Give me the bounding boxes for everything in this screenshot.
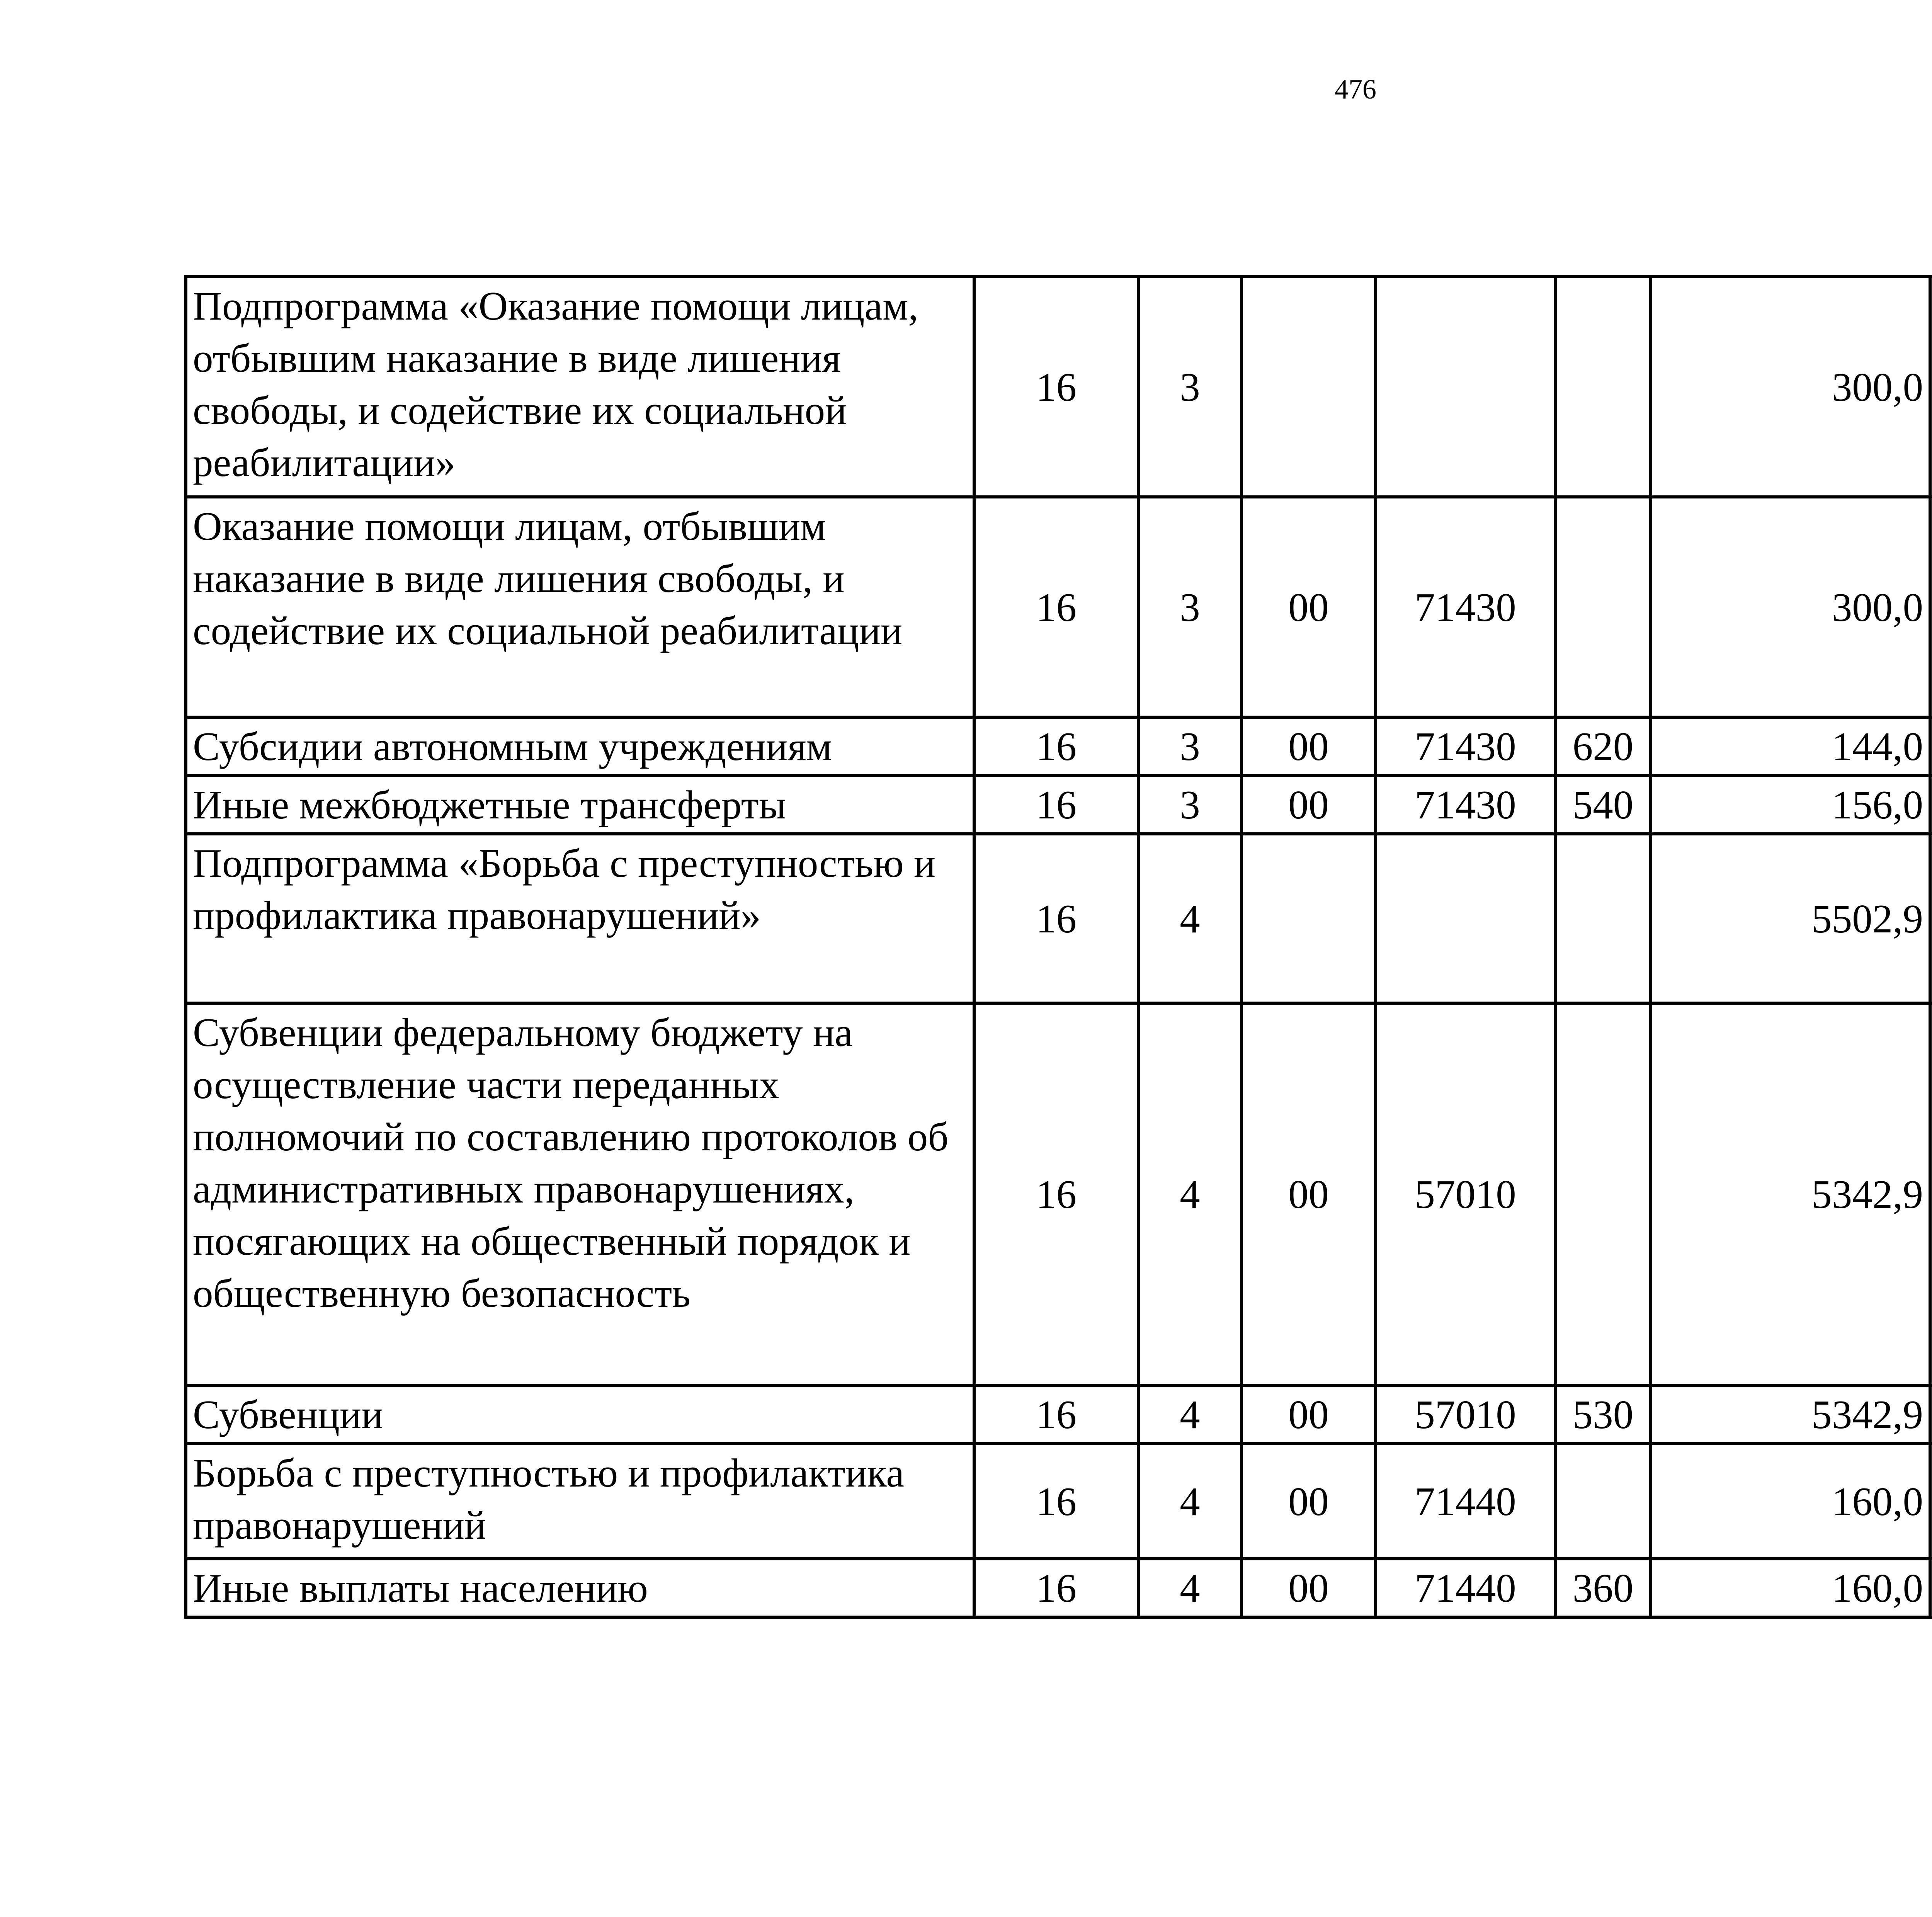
row-name: Подпрограмма «Борьба с преступностью и профилактика правонарушений» — [186, 834, 974, 1003]
table-row — [186, 834, 1932, 1003]
code-cell: 16 — [974, 1559, 1138, 1617]
code-cell: 16 — [974, 776, 1138, 834]
row-name: Борьба с преступностью и профилактика правонарушений — [186, 1444, 974, 1559]
code-cell: 3 — [1138, 717, 1242, 776]
code-cell: 4 — [1138, 1003, 1242, 1385]
code-cell: 71440 — [1376, 1444, 1555, 1559]
code-cell: 16 — [974, 834, 1138, 1003]
table-row — [186, 717, 1932, 776]
code-cell: 00 — [1242, 497, 1376, 717]
code-cell — [1555, 1003, 1651, 1385]
table-row — [186, 1003, 1932, 1385]
code-cell — [1376, 277, 1555, 497]
row-name: Подпрограмма «Оказание помощи лицам, отбывшим наказание в виде лишения свободы, и содействие их социальной реабилитации» — [186, 277, 974, 497]
code-cell: 4 — [1138, 834, 1242, 1003]
amount-cell: 5502,9 — [1651, 834, 1930, 1003]
code-cell: 620 — [1555, 717, 1651, 776]
budget-table — [184, 275, 1932, 1619]
amount-cell: 160,0 — [1651, 1559, 1930, 1617]
code-cell — [1555, 1444, 1651, 1559]
row-name: Субвенции федеральному бюджету на осуществление части переданных полномочий по составлению протоколов об административных правонарушениях, посягающих на общественный порядок и общественную безопасность — [186, 1003, 974, 1385]
table-row — [186, 1385, 1932, 1444]
code-cell: 00 — [1242, 1385, 1376, 1444]
table-row — [186, 277, 1932, 497]
code-cell: 4 — [1138, 1559, 1242, 1617]
amount-cell — [1930, 497, 1932, 717]
row-name: Иные выплаты населению — [186, 1559, 974, 1617]
amount-cell — [1930, 277, 1932, 497]
amount-cell — [1930, 834, 1932, 1003]
code-cell: 16 — [974, 1003, 1138, 1385]
page-number: 476 — [1335, 74, 1376, 105]
row-name: Иные межбюджетные трансферты — [186, 776, 974, 834]
code-cell — [1376, 834, 1555, 1003]
code-cell: 71430 — [1376, 776, 1555, 834]
amount-cell — [1930, 1444, 1932, 1559]
code-cell — [1242, 277, 1376, 497]
code-cell: 00 — [1242, 1444, 1376, 1559]
table-row — [186, 497, 1932, 717]
code-cell: 3 — [1138, 277, 1242, 497]
code-cell: 16 — [974, 497, 1138, 717]
table-row — [186, 1444, 1932, 1559]
code-cell: 360 — [1555, 1559, 1651, 1617]
code-cell: 57010 — [1376, 1385, 1555, 1444]
code-cell — [1242, 834, 1376, 1003]
code-cell: 00 — [1242, 1559, 1376, 1617]
code-cell: 71440 — [1376, 1559, 1555, 1617]
amount-cell: 300,0 — [1651, 277, 1930, 497]
row-name: Субсидии автономным учреждениям — [186, 717, 974, 776]
code-cell: 4 — [1138, 1444, 1242, 1559]
code-cell — [1555, 497, 1651, 717]
code-cell: 00 — [1242, 776, 1376, 834]
code-cell: 16 — [974, 277, 1138, 497]
code-cell: 71430 — [1376, 497, 1555, 717]
amount-cell — [1930, 717, 1932, 776]
code-cell: 00 — [1242, 717, 1376, 776]
code-cell: 540 — [1555, 776, 1651, 834]
table-row — [186, 1559, 1932, 1617]
code-cell: 3 — [1138, 776, 1242, 834]
amount-cell: 5342,9 — [1651, 1385, 1930, 1444]
code-cell: 16 — [974, 717, 1138, 776]
code-cell: 16 — [974, 1385, 1138, 1444]
table-row — [186, 776, 1932, 834]
amount-cell — [1930, 1559, 1932, 1617]
code-cell: 57010 — [1376, 1003, 1555, 1385]
amount-cell — [1930, 1385, 1932, 1444]
code-cell: 3 — [1138, 497, 1242, 717]
amount-cell: 5342,9 — [1651, 1003, 1930, 1385]
amount-cell: 156,0 — [1651, 776, 1930, 834]
code-cell: 71430 — [1376, 717, 1555, 776]
code-cell: 00 — [1242, 1003, 1376, 1385]
row-name: Субвенции — [186, 1385, 974, 1444]
amount-cell — [1930, 776, 1932, 834]
amount-cell: 160,0 — [1651, 1444, 1930, 1559]
code-cell — [1555, 834, 1651, 1003]
code-cell: 4 — [1138, 1385, 1242, 1444]
code-cell — [1555, 277, 1651, 497]
code-cell: 530 — [1555, 1385, 1651, 1444]
amount-cell: 300,0 — [1651, 497, 1930, 717]
amount-cell: 144,0 — [1651, 717, 1930, 776]
code-cell: 16 — [974, 1444, 1138, 1559]
row-name: Оказание помощи лицам, отбывшим наказание в виде лишения свободы, и содействие их социальной реабилитации — [186, 497, 974, 717]
amount-cell — [1930, 1003, 1932, 1385]
